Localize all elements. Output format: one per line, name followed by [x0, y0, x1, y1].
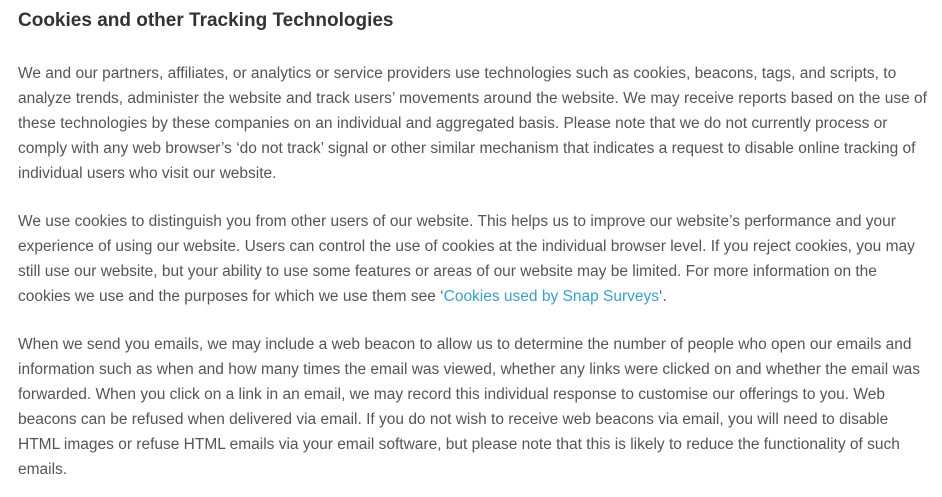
paragraph-web-beacons: When we send you emails, we may include a web beacon to allow us to determine the number of people who open our emails and information such as when and how many times the email was viewed, whether any links were clicked on and whether the email was forwarded. When you click on a link in an email, we may record this individual response to customise our offerings to you. Web beacons can be refused when delivered via email. If you do not wish to receive web beacons via email, you will need to disable HTML images or refuse HTML emails via your email software, but please note that this is likely to reduce the functionality of such emails. — [18, 336, 921, 478]
paragraph-cookies-text-end: ‘. — [659, 288, 667, 305]
paragraph-cookies-usage — [18, 209, 928, 309]
paragraph-tracking-technologies: We and our partners, affiliates, or analytics or service providers use technologies such as cookies, beacons, tags, and scripts, to analyze trends, administer the website and track users’ movements around the website. We may receive reports based on the use of these technologies by these companies on an individual and aggregated basis. Please note that we do not currently process or comply with any web browser’s ‘do not track’ signal or other similar mechanism that indicates a request to disable online tracking of individual users who visit our website. — [18, 65, 927, 182]
cookies-used-link[interactable]: Cookies used by Snap Surveys — [443, 288, 660, 305]
paragraph-cookies-text: We use cookies to distinguish you from other users of our website. This helps us to improve our website’s performance and your experience of using our website. Users can control the use of cookies at the individual browser level. If you reject cookies, you may still use our website, but your ability to use some features or areas of our website may be limited. For more information on the cookies we use and the purposes for which we use them see ‘ — [18, 213, 915, 305]
section-heading: Cookies and other Tracking Technologies — [18, 10, 394, 31]
